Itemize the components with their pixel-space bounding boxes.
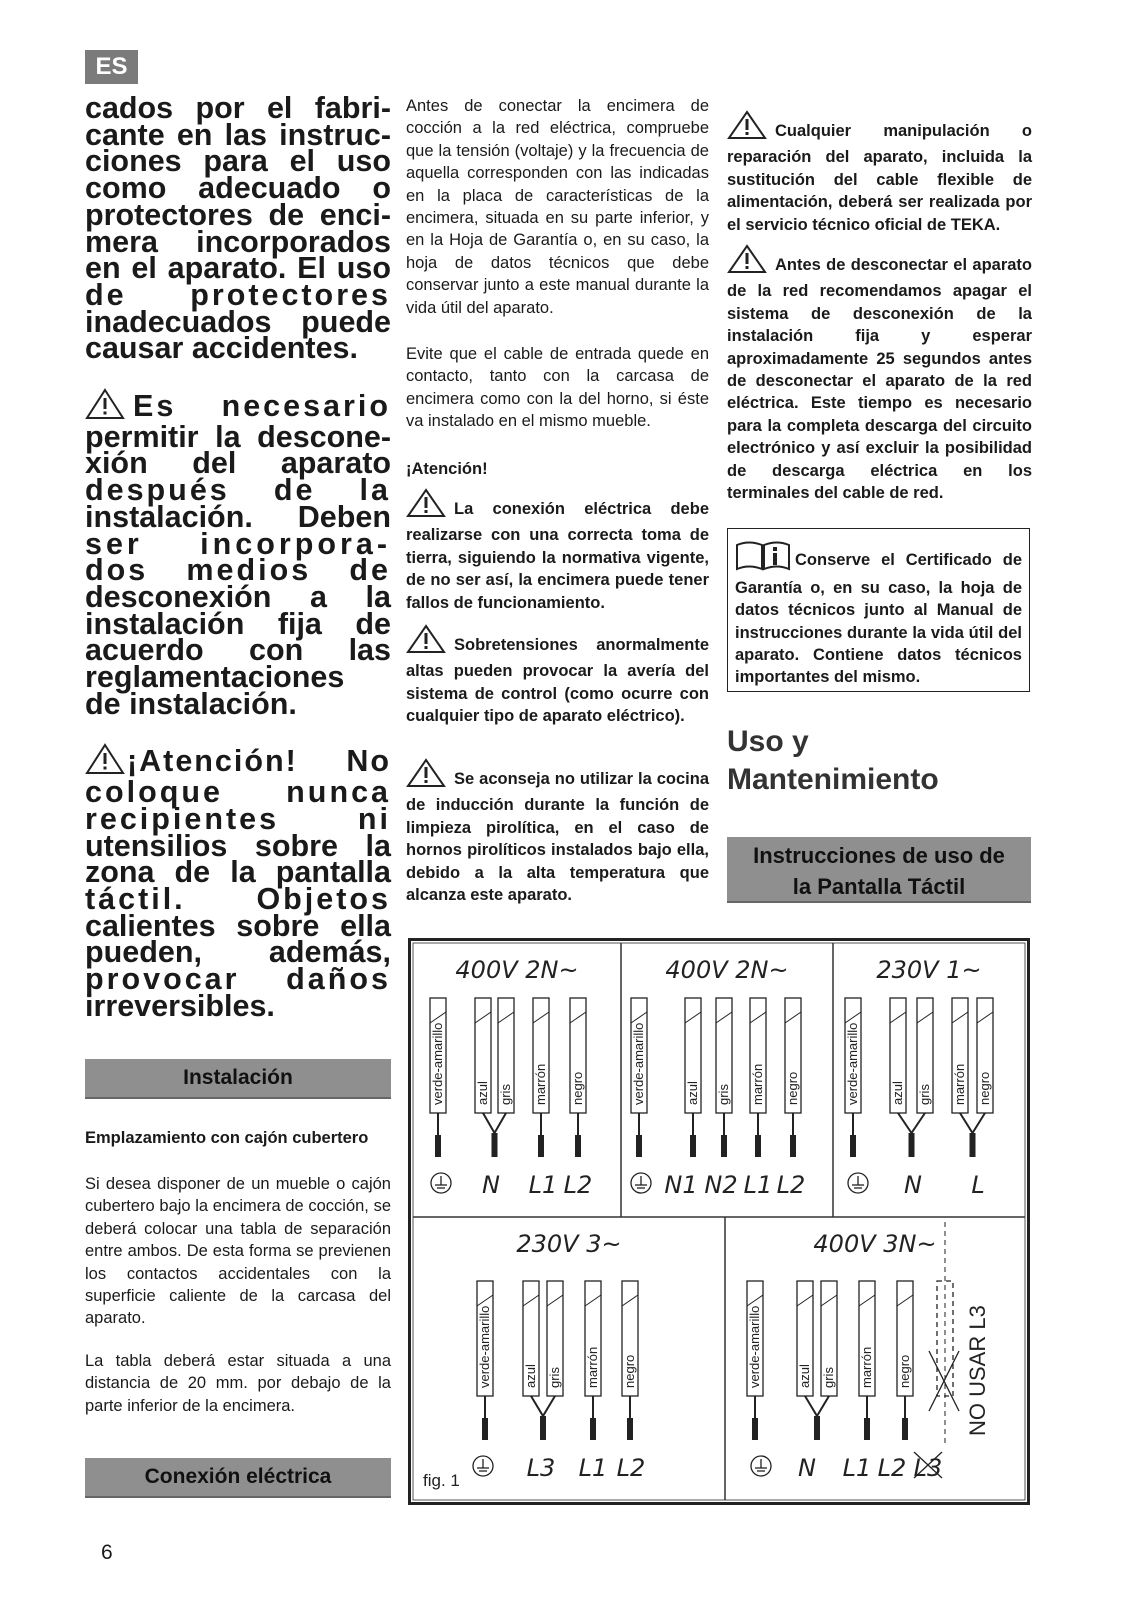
warning-triangle-icon	[727, 110, 767, 146]
column-1	[85, 91, 391, 1023]
terminal-label: N	[482, 1171, 500, 1199]
wiring-panel-3	[845, 956, 993, 1199]
terminal-label: L1	[842, 1454, 872, 1482]
figure-label: fig. 1	[423, 1471, 460, 1490]
warning-sobretensiones: Sobretensiones anormalmente altas pueden provocar la avería del sistema de control (como ocurre con cualquier tipo de aparato eléctrico).	[406, 624, 709, 728]
terminal-label: L3	[913, 1454, 943, 1482]
touch-screen-warning: ¡Atención! No coloque nunca recipientes ni utensilios sobre la zona de la pantalla táctil. Objetos calientes sobre ella pueden, además, provocar daños irreversibles.	[85, 744, 391, 1023]
wire-end	[721, 1135, 727, 1157]
wire-label: negro	[897, 1354, 912, 1388]
ground-symbol-icon	[431, 1173, 451, 1193]
section-bar-pantalla-tactil: Instrucciones de uso de la Pantalla Táctil	[727, 837, 1031, 903]
wire-end	[752, 1418, 758, 1440]
wire-label: marrón	[585, 1346, 600, 1388]
wire-label: verde-amarillo	[747, 1305, 762, 1388]
wire-end	[755, 1135, 761, 1157]
no-usar-l3-note: NO USAR L3	[965, 1305, 990, 1436]
wiring-panel-5	[747, 1222, 990, 1482]
atencion-label: ¡Atención!	[406, 460, 488, 478]
wire-end	[902, 1418, 908, 1440]
warning-triangle-icon	[406, 624, 446, 660]
wire-label: azul	[685, 1081, 700, 1105]
wire-label: gris	[547, 1367, 562, 1388]
wire-end	[540, 1416, 546, 1440]
info-book-icon	[735, 539, 791, 577]
wire-label: azul	[797, 1364, 812, 1388]
terminal-label: L	[971, 1171, 985, 1199]
info-box-certificado: Conserve el Certificado de Garantía o, en su caso, la hoja de datos técnicos junto al Manual de instrucciones durante la vida útil del aparato. Contiene datos técnicos importantes del mismo.	[727, 528, 1030, 692]
warning-desconectar: Antes de desconectar el aparato de la red recomendamos apagar el sistema de desconexión de la instalación fija y esperar aproximadamente 25 segundos antes de desconectar el aparato de la red eléctrica. Este tiempo es necesario para la completa descarga del circuito electrónico y así excluir la posibilidad de descarga eléctrica en los terminales del cable de red.	[727, 244, 1032, 504]
paragraph-cajon: Si desea disponer de un mueble o cajón cubertero bajo la encimera de cocción, se deberá colocar una tabla de separación entre ambos. De esta forma se previenen los contactos accidentales con la superficie caliente de la carcasa del aparato.	[85, 1175, 391, 1328]
wire-label: negro	[570, 1071, 585, 1105]
wire-end	[790, 1135, 796, 1157]
wiring-panel-1	[430, 956, 592, 1199]
warning-triangle-icon	[406, 758, 446, 794]
wire-label: azul	[475, 1081, 490, 1105]
wire-end	[482, 1418, 488, 1440]
paragraph-tabla: La tabla deberá estar situada a una distancia de 20 mm. por debajo de la parte inferior de la encimera.	[85, 1352, 391, 1415]
ground-symbol-icon	[631, 1173, 651, 1193]
warning-manipulacion: Cualquier manipulación o reparación del aparato, incluida la sustitución del cable flexible de alimentación, deberá ser realizada por el servicio técnico oficial de TEKA.	[727, 110, 1032, 236]
wire-label: gris	[917, 1084, 932, 1105]
wire-end	[636, 1135, 642, 1157]
terminal-label: N	[798, 1454, 816, 1482]
warning-triangle-icon	[727, 244, 767, 280]
terminal-label: L2	[776, 1171, 806, 1199]
warning-triangle-icon	[85, 388, 125, 424]
wire-end	[538, 1135, 544, 1157]
wire-label: marrón	[750, 1063, 765, 1105]
wire-end	[690, 1135, 696, 1157]
wire-label: verde-amarillo	[631, 1022, 646, 1105]
wire-label: negro	[977, 1071, 992, 1105]
wire-label: gris	[821, 1367, 836, 1388]
wire-end	[970, 1133, 976, 1157]
ground-symbol-icon	[848, 1173, 868, 1193]
wire-end	[814, 1416, 820, 1440]
terminal-label: L1	[578, 1454, 608, 1482]
voltage-label: 400V 3N~	[813, 1230, 937, 1258]
wiring-panel-4	[473, 1230, 645, 1482]
language-tab: ES	[85, 50, 138, 84]
heading-uso-mantenimiento: Uso y Mantenimiento	[727, 725, 939, 796]
wire-label: marrón	[859, 1346, 874, 1388]
paragraph-cable: Evite que el cable de entrada quede en contacto, tanto con la carcasa de encimera como con la del horno, si éste va instalado en el mismo mueble.	[406, 345, 709, 431]
terminal-label: L3	[526, 1454, 556, 1482]
wire-label: azul	[523, 1364, 538, 1388]
wire-end	[850, 1135, 856, 1157]
wire-label: azul	[890, 1081, 905, 1105]
page-number: 6	[101, 1541, 113, 1564]
warning-triangle-icon	[85, 743, 125, 779]
wire-end	[575, 1135, 581, 1157]
terminal-label: N	[904, 1171, 922, 1199]
subheading-emplazamiento: Emplazamiento con cajón cubertero	[85, 1129, 369, 1147]
wire-end	[627, 1418, 633, 1440]
voltage-label: 400V 2N~	[665, 956, 789, 984]
warning-toma-tierra: La conexión eléctrica debe realizarse con una correcta toma de tierra, siguiendo la normativa vigente, de no ser así, la encimera puede tener fallos de funcionamiento.	[406, 488, 709, 614]
wire-label: negro	[785, 1071, 800, 1105]
wire-end	[590, 1418, 596, 1440]
voltage-label: 230V 1~	[876, 956, 982, 984]
terminal-label: L2	[563, 1171, 593, 1199]
terminal-label: N2	[704, 1171, 738, 1199]
section-bar-instalacion: Instalación	[85, 1059, 391, 1099]
intro-warning-text: cados por el fabri- cante en las instruc- ciones para el uso como adecuado o protectores de enci- mera incorporados en el aparato. El uso de protectores inadecuados puede causar accidentes.	[85, 91, 391, 366]
wire-label: verde-amarillo	[477, 1305, 492, 1388]
wire-label: verde-amarillo	[430, 1022, 445, 1105]
wire-label: marrón	[533, 1063, 548, 1105]
disconnection-warning: Es necesario permitir la descone- xión del aparato después de la instalación. Deben ser incorpora- dos medios de desconexión a la instalación fija de acuerdo con las reglamentaciones de instalación.	[85, 389, 391, 721]
wire-end	[492, 1133, 498, 1157]
warning-pirolitica: Se aconseja no utilizar la cocina de inducción durante la función de limpieza pirolítica, en el caso de hornos pirolíticos instalados bajo ella, debido a la alta temperatura que alcanza este aparato.	[406, 758, 709, 906]
wire-label: gris	[498, 1084, 513, 1105]
section-bar-conexion: Conexión eléctrica	[85, 1458, 391, 1498]
warning-triangle-icon	[406, 488, 446, 524]
wire-label: gris	[716, 1084, 731, 1105]
terminal-label: L1	[743, 1171, 773, 1199]
terminal-label: L1	[528, 1171, 558, 1199]
voltage-label: 400V 2N~	[455, 956, 579, 984]
wire-label: negro	[622, 1354, 637, 1388]
terminal-label: L2	[616, 1454, 646, 1482]
wiring-diagram	[408, 938, 1030, 1505]
wire-label: marrón	[952, 1063, 967, 1105]
paragraph-conectar: Antes de conectar la encimera de cocción a la red eléctrica, compruebe que la tensión (voltaje) y la frecuencia de aquella corresponden con las indicadas en la placa de características de la encimera, situada en su parte inferior, y en la Hoja de Garantía o, en su caso, la hoja de datos técnicos que debe conservar junto a este manual durante la vida útil del aparato.	[406, 97, 709, 317]
terminal-label: N1	[664, 1171, 698, 1199]
wire-label: verde-amarillo	[845, 1022, 860, 1105]
ground-symbol-icon	[473, 1456, 493, 1476]
voltage-label: 230V 3~	[516, 1230, 622, 1258]
wiring-panel-2	[631, 956, 805, 1199]
ground-symbol-icon	[751, 1456, 771, 1476]
terminal-label: L2	[877, 1454, 907, 1482]
wire-end	[435, 1135, 441, 1157]
wire-end	[909, 1133, 915, 1157]
wire-end	[864, 1418, 870, 1440]
